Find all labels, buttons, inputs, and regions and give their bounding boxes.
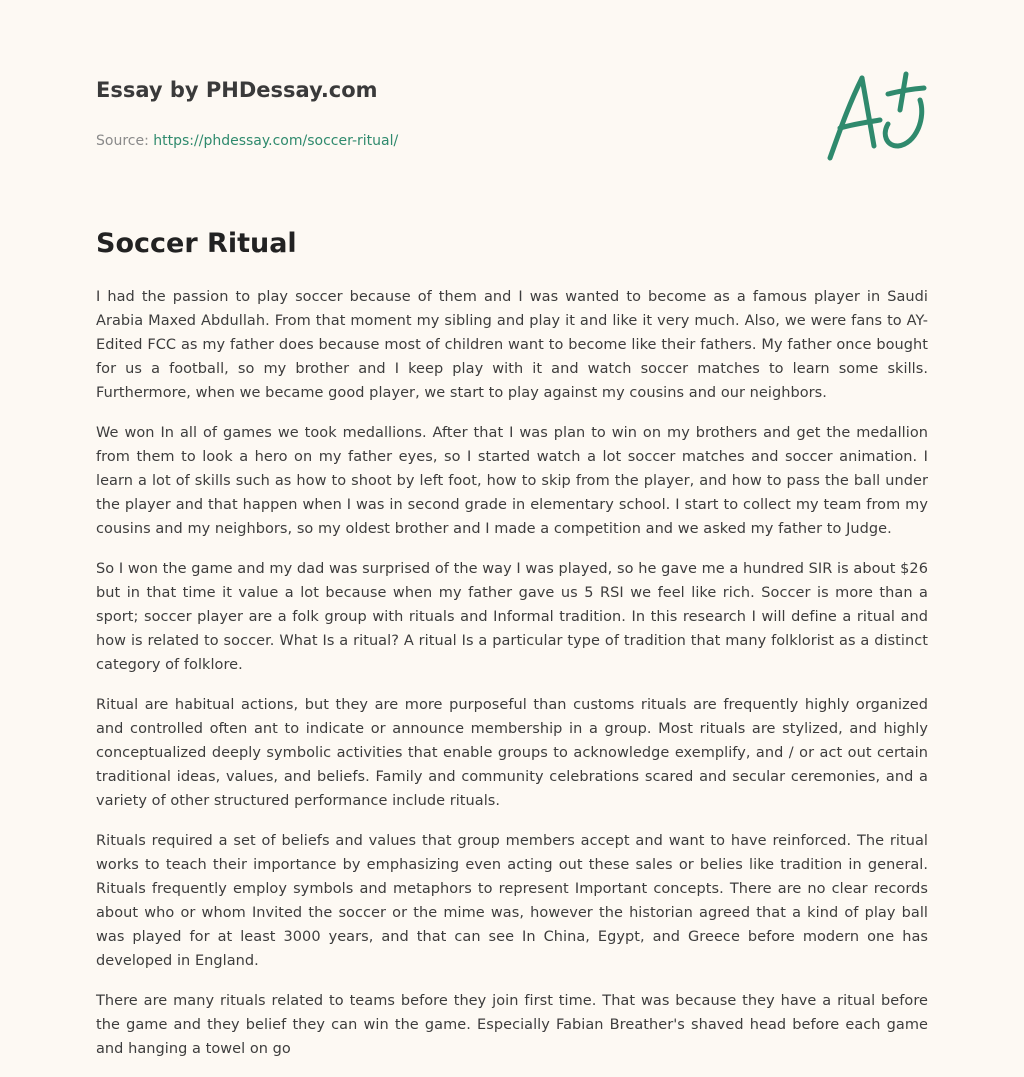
essay-paragraph: There are many rituals related to teams before they join first time. That was because they have a ritual before the game and they belief they can win the game. Especially Fabian Breather's shaved head before each game and hanging a towel on go [96,993,928,1057]
essay-paragraph: Ritual are habitual actions, but they are more purposeful than customs rituals are frequently highly organized and controlled often ant to indicate or announce membership in a group. Most rituals are stylized, and highly conceptualized deeply symbolic activities that enable groups to acknowledge exemplify, and / or act out certain traditional ideas, values, and beliefs. Family and community celebrations scared and secular ceremonies, and a variety of other structured performance include rituals. [96,697,928,809]
essay-paragraph: I had the passion to play soccer because of them and I was wanted to become as a famous player in Saudi Arabia Maxed Abdullah. From that moment my sibling and play it and like it very much. Also, we were fans to AY-Edited FCC as my father does because most of children want to become like their fathers. My father once bought for us a football, so my brother and I keep play with it and watch soccer matches to learn some skills. Furthermore, when we became good player, we start to play against my cousins and our neighbors. [96,289,928,401]
site-brand: Essay by PHDessay.com [96,78,378,102]
essay-header [96,76,928,150]
essay-paragraph: Rituals required a set of beliefs and values that group members accept and want to have reinforced. The ritual works to teach their importance by emphasizing even acting out these sales or belies like tradition in general. Rituals frequently employ symbols and metaphors to represent Important concepts. There are no clear records about who or whom Invited the soccer or the mime was, however the historian agreed that a kind of play ball was played for at least 3000 years, and that can see In China, Egypt, and Greece before modern one has developed in England. [96,833,928,969]
essay-paragraph: So I won the game and my dad was surprised of the way I was played, so he gave me a hundred SIR is about $26 but in that time it value a lot because when my father gave us 5 RSI we feel like rich. Soccer is more than a sport; soccer player are a folk group with rituals and Informal tradition. In this research I will define a ritual and how is related to soccer. What Is a ritual? A ritual Is a particular type of tradition that many folklorist as a distinct category of folklore. [96,561,928,673]
source-link[interactable]: https://phdessay.com/soccer-ritual/ [153,133,399,149]
source-line [96,132,928,150]
essay-title: Soccer Ritual [96,228,297,259]
a-plus-grade-icon [820,66,930,166]
essay-paragraph: We won In all of games we took medallions. After that I was plan to win on my brothers and get the medallion from them to look a hero on my father eyes, so I started watch a lot soccer matches and soccer animation. I learn a lot of skills such as how to shoot by left foot, how to skip from the player, and how to pass the ball under the player and that happen when I was in second grade in elementary school. I start to collect my team from my cousins and my neighbors, so my oldest brother and I made a competition and we asked my father to Judge. [96,425,928,537]
source-label: Source: [96,133,149,149]
essay-body [96,285,928,1077]
